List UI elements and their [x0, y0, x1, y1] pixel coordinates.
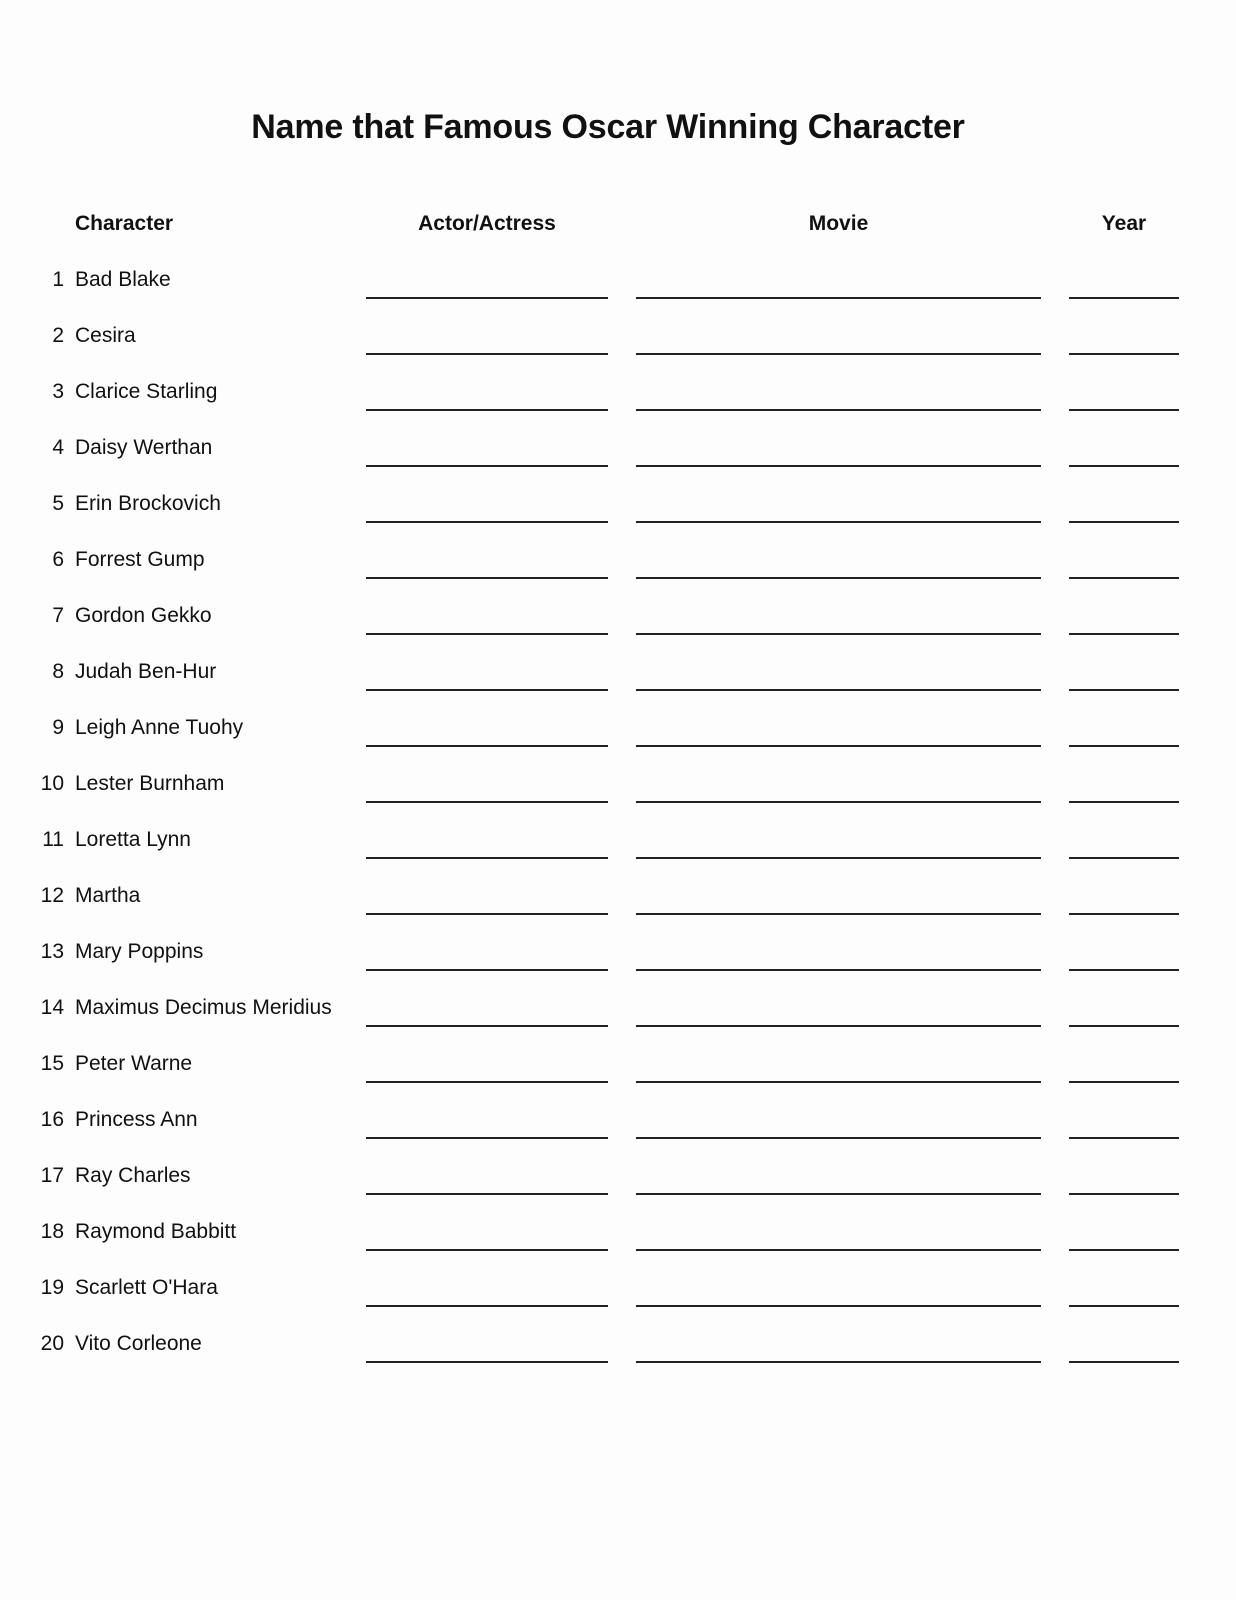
year-answer-blank: [1069, 969, 1179, 971]
table-row: [0, 716, 1236, 773]
year-answer-blank: [1069, 801, 1179, 803]
movie-answer-blank: [636, 1137, 1041, 1139]
column-header-character: Character: [75, 212, 174, 235]
row-number: 2: [52, 324, 64, 347]
row-number: 1: [52, 268, 64, 291]
character-name: Gordon Gekko: [75, 604, 212, 627]
row-number: 6: [52, 548, 64, 571]
character-name: Mary Poppins: [75, 940, 204, 963]
table-row: [0, 884, 1236, 941]
actor-answer-blank: [366, 689, 608, 691]
actor-answer-blank: [366, 745, 608, 747]
year-answer-blank: [1069, 353, 1179, 355]
year-answer-blank: [1069, 913, 1179, 915]
row-number: 13: [40, 940, 64, 963]
actor-answer-blank: [366, 1081, 608, 1083]
character-name: Cesira: [75, 324, 136, 347]
table-row: [0, 436, 1236, 493]
character-name: Princess Ann: [75, 1108, 198, 1131]
year-answer-blank: [1069, 577, 1179, 579]
actor-answer-blank: [366, 913, 608, 915]
year-answer-blank: [1069, 1305, 1179, 1307]
row-number: 12: [40, 884, 64, 907]
table-row: [0, 1108, 1236, 1165]
actor-answer-blank: [366, 465, 608, 467]
actor-answer-blank: [366, 353, 608, 355]
year-answer-blank: [1069, 521, 1179, 523]
character-name: Forrest Gump: [75, 548, 205, 571]
table-row: [0, 772, 1236, 829]
year-answer-blank: [1069, 745, 1179, 747]
table-row: [0, 940, 1236, 997]
character-name: Martha: [75, 884, 141, 907]
actor-answer-blank: [366, 969, 608, 971]
actor-answer-blank: [366, 1137, 608, 1139]
character-name: Scarlett O'Hara: [75, 1276, 218, 1299]
actor-answer-blank: [366, 857, 608, 859]
table-row: [0, 604, 1236, 661]
year-answer-blank: [1069, 1137, 1179, 1139]
movie-answer-blank: [636, 801, 1041, 803]
movie-answer-blank: [636, 745, 1041, 747]
year-answer-blank: [1069, 689, 1179, 691]
table-row: [0, 1332, 1236, 1389]
actor-answer-blank: [366, 521, 608, 523]
movie-answer-blank: [636, 1025, 1041, 1027]
movie-answer-blank: [636, 689, 1041, 691]
character-name: Bad Blake: [75, 268, 171, 291]
character-name: Maximus Decimus Meridius: [75, 996, 332, 1019]
year-answer-blank: [1069, 1193, 1179, 1195]
table-row: [0, 996, 1236, 1053]
table-row: [0, 1276, 1236, 1333]
row-number: 20: [40, 1332, 64, 1355]
table-row: [0, 1164, 1236, 1221]
year-answer-blank: [1069, 1025, 1179, 1027]
character-name: Clarice Starling: [75, 380, 218, 403]
column-header-movie: Movie: [808, 212, 869, 235]
character-name: Loretta Lynn: [75, 828, 191, 851]
table-row: [0, 828, 1236, 885]
actor-answer-blank: [366, 297, 608, 299]
movie-answer-blank: [636, 465, 1041, 467]
actor-answer-blank: [366, 801, 608, 803]
row-number: 3: [52, 380, 64, 403]
table-row: [0, 380, 1236, 437]
movie-answer-blank: [636, 1361, 1041, 1363]
movie-answer-blank: [636, 1193, 1041, 1195]
row-number: 14: [40, 996, 64, 1019]
year-answer-blank: [1069, 297, 1179, 299]
row-number: 11: [42, 828, 64, 851]
row-number: 4: [52, 436, 64, 459]
table-row: [0, 492, 1236, 549]
character-name: Leigh Anne Tuohy: [75, 716, 244, 739]
character-name: Lester Burnham: [75, 772, 225, 795]
year-answer-blank: [1069, 465, 1179, 467]
movie-answer-blank: [636, 633, 1041, 635]
row-number: 7: [52, 604, 64, 627]
table-row: [0, 548, 1236, 605]
row-number: 19: [40, 1276, 64, 1299]
character-name: Erin Brockovich: [75, 492, 221, 515]
movie-answer-blank: [636, 297, 1041, 299]
actor-answer-blank: [366, 1025, 608, 1027]
row-number: 9: [52, 716, 64, 739]
actor-answer-blank: [366, 1305, 608, 1307]
row-number: 16: [40, 1108, 64, 1131]
movie-answer-blank: [636, 1305, 1041, 1307]
table-row: [0, 1052, 1236, 1109]
row-number: 5: [52, 492, 64, 515]
row-number: 17: [40, 1164, 64, 1187]
movie-answer-blank: [636, 353, 1041, 355]
actor-answer-blank: [366, 577, 608, 579]
movie-answer-blank: [636, 1249, 1041, 1251]
row-number: 18: [40, 1220, 64, 1243]
column-header-actor: Actor/Actress: [418, 212, 556, 235]
character-name: Peter Warne: [75, 1052, 193, 1075]
character-name: Daisy Werthan: [75, 436, 213, 459]
year-answer-blank: [1069, 1249, 1179, 1251]
year-answer-blank: [1069, 1361, 1179, 1363]
movie-answer-blank: [636, 577, 1041, 579]
row-number: 10: [40, 772, 64, 795]
movie-answer-blank: [636, 969, 1041, 971]
character-name: Judah Ben-Hur: [75, 660, 217, 683]
column-header-year: Year: [1101, 212, 1147, 235]
movie-answer-blank: [636, 913, 1041, 915]
table-row: [0, 660, 1236, 717]
actor-answer-blank: [366, 1249, 608, 1251]
actor-answer-blank: [366, 409, 608, 411]
year-answer-blank: [1069, 857, 1179, 859]
movie-answer-blank: [636, 1081, 1041, 1083]
page-title: Name that Famous Oscar Winning Character: [251, 108, 965, 146]
movie-answer-blank: [636, 521, 1041, 523]
row-number: 8: [52, 660, 64, 683]
table-row: [0, 324, 1236, 381]
actor-answer-blank: [366, 633, 608, 635]
row-number: 15: [40, 1052, 64, 1075]
movie-answer-blank: [636, 857, 1041, 859]
movie-answer-blank: [636, 409, 1041, 411]
year-answer-blank: [1069, 1081, 1179, 1083]
table-row: [0, 268, 1236, 325]
actor-answer-blank: [366, 1193, 608, 1195]
character-name: Ray Charles: [75, 1164, 191, 1187]
character-name: Raymond Babbitt: [75, 1220, 237, 1243]
table-row: [0, 1220, 1236, 1277]
year-answer-blank: [1069, 409, 1179, 411]
actor-answer-blank: [366, 1361, 608, 1363]
character-name: Vito Corleone: [75, 1332, 202, 1355]
year-answer-blank: [1069, 633, 1179, 635]
